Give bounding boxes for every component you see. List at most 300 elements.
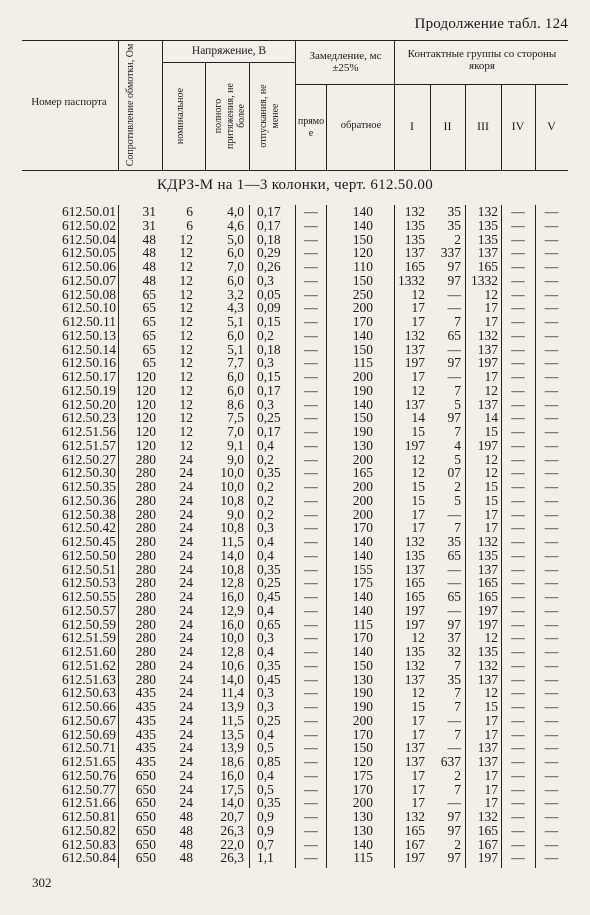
cell-contact-5: — xyxy=(544,231,559,247)
cell-resistance: 280 xyxy=(135,561,156,577)
cell-contact-3: 15 xyxy=(484,424,498,439)
cell-contact-4: — xyxy=(511,534,525,549)
cell-full-pull: 12,8 xyxy=(220,644,244,659)
cell-reverse: 130 xyxy=(352,822,373,838)
cell-contact-4: — xyxy=(511,382,525,398)
cell-reverse: 190 xyxy=(352,699,373,714)
cell-full-pull: 5,1 xyxy=(227,314,244,329)
cell-resistance: 120 xyxy=(135,424,156,439)
cell-reverse: 150 xyxy=(352,272,373,288)
cell-contact-1: 137 xyxy=(404,396,425,412)
cell-contact-4: — xyxy=(511,479,525,494)
cell-contact-4: — xyxy=(511,767,525,783)
cell-release: 0,5 xyxy=(257,781,274,797)
header-direct: прямое xyxy=(297,116,325,139)
cell-contact-2: — xyxy=(447,602,461,618)
cell-contact-4: — xyxy=(511,245,525,261)
cell-release: 0,18 xyxy=(257,231,281,247)
cell-contact-3: 17 xyxy=(484,506,498,522)
cell-contact-5: — xyxy=(544,451,559,467)
cell-nominal: 12 xyxy=(179,410,193,426)
cell-contact-3: 137 xyxy=(477,341,498,357)
divider xyxy=(205,62,206,170)
cell-release: 0,29 xyxy=(257,245,281,261)
cell-full-pull: 6,0 xyxy=(227,382,244,398)
cell-contact-2: 5 xyxy=(454,492,461,508)
cell-reverse: 200 xyxy=(352,506,373,522)
cell-contact-3: 17 xyxy=(484,781,498,797)
cell-resistance: 280 xyxy=(135,644,156,659)
cell-nominal: 24 xyxy=(179,589,193,604)
cell-contact-5: — xyxy=(544,465,559,481)
header-reverse: обратное xyxy=(340,120,382,131)
cell-release: 0,4 xyxy=(257,602,274,618)
cell-reverse: 115 xyxy=(353,616,373,632)
cell-contact-4: — xyxy=(511,795,525,811)
cell-passport: 612.50.77 xyxy=(62,781,116,797)
cell-contact-3: 165 xyxy=(477,822,498,838)
cell-passport: 612.50.55 xyxy=(62,589,116,604)
cell-release: 0,3 xyxy=(257,699,274,714)
cell-contact-4: — xyxy=(511,314,525,329)
cell-contact-4: — xyxy=(511,327,525,343)
cell-direct: — xyxy=(304,602,318,618)
cell-contact-4: — xyxy=(511,437,525,453)
cell-contact-5: — xyxy=(544,726,559,742)
cell-reverse: 110 xyxy=(353,259,373,274)
cell-contact-3: 12 xyxy=(484,465,498,481)
cell-direct: — xyxy=(304,575,318,591)
cell-full-pull: 7,5 xyxy=(227,410,244,426)
cell-full-pull: 9,1 xyxy=(227,437,244,453)
cell-direct: — xyxy=(304,657,318,673)
cell-release: 0,26 xyxy=(257,259,281,274)
cell-contact-4: — xyxy=(511,644,525,659)
cell-nominal: 24 xyxy=(179,754,193,769)
cell-direct: — xyxy=(304,740,318,756)
cell-direct: — xyxy=(304,589,318,604)
cell-contact-5: — xyxy=(544,272,559,288)
cell-contact-2: 337 xyxy=(440,245,461,261)
cell-release: 0,9 xyxy=(257,809,274,824)
cell-contact-3: 137 xyxy=(477,740,498,756)
cell-contact-4: — xyxy=(511,231,525,247)
cell-nominal: 24 xyxy=(179,451,193,467)
cell-contact-4: — xyxy=(511,836,525,852)
cell-contact-5: — xyxy=(544,547,559,563)
cell-contact-3: 132 xyxy=(477,327,498,343)
cell-contact-5: — xyxy=(544,781,559,797)
cell-contact-1: 132 xyxy=(404,204,425,219)
cell-contact-5: — xyxy=(544,259,559,274)
cell-direct: — xyxy=(304,616,318,632)
cell-reverse: 190 xyxy=(352,685,373,701)
cell-contact-1: 165 xyxy=(404,822,425,838)
cell-passport: 612.50.84 xyxy=(62,850,116,866)
cell-contact-3: 132 xyxy=(477,534,498,549)
cell-resistance: 65 xyxy=(142,286,156,302)
cell-contact-4: — xyxy=(511,630,525,646)
cell-reverse: 140 xyxy=(352,204,373,219)
cell-passport: 612.50.30 xyxy=(62,465,116,481)
cell-contact-2: 35 xyxy=(447,534,461,549)
cell-reverse: 190 xyxy=(352,424,373,439)
header-release: отпускания, не менее xyxy=(258,84,281,148)
cell-contact-2: 7 xyxy=(454,382,461,398)
cell-contact-5: — xyxy=(544,836,559,852)
cell-resistance: 280 xyxy=(135,630,156,646)
cell-contact-1: 165 xyxy=(404,589,425,604)
cell-passport: 612.50.83 xyxy=(62,836,116,852)
cell-contact-4: — xyxy=(511,300,525,316)
cell-release: 0,05 xyxy=(257,286,281,302)
cell-release: 0,25 xyxy=(257,410,281,426)
section-title: КДРЗ-М на 1—3 колонки, черт. 612.50.00 xyxy=(156,177,434,193)
cell-direct: — xyxy=(304,424,318,439)
cell-reverse: 200 xyxy=(352,300,373,316)
cell-contact-4: — xyxy=(511,286,525,302)
cell-passport: 612.50.81 xyxy=(62,809,116,824)
cell-full-pull: 22,0 xyxy=(220,836,244,852)
cell-reverse: 115 xyxy=(353,850,373,866)
cell-contact-2: 97 xyxy=(447,410,461,426)
cell-contact-3: 197 xyxy=(477,850,498,866)
cell-full-pull: 6,0 xyxy=(227,327,244,343)
cell-resistance: 435 xyxy=(135,712,156,728)
header-contact-5: V xyxy=(547,119,556,133)
cell-passport: 612.50.45 xyxy=(62,534,116,549)
cell-contact-1: 197 xyxy=(404,850,425,866)
cell-reverse: 170 xyxy=(352,520,373,536)
cell-reverse: 120 xyxy=(352,245,373,261)
cell-passport: 612.51.62 xyxy=(62,657,116,673)
cell-release: 0,2 xyxy=(257,479,274,494)
cell-nominal: 24 xyxy=(179,465,193,481)
cell-direct: — xyxy=(304,809,318,824)
cell-release: 0,15 xyxy=(257,369,281,384)
cell-nominal: 24 xyxy=(179,492,193,508)
cell-resistance: 65 xyxy=(142,355,156,371)
cell-contact-1: 12 xyxy=(411,451,425,467)
cell-contact-1: 12 xyxy=(411,382,425,398)
cell-contact-2: — xyxy=(447,369,461,384)
cell-contact-1: 137 xyxy=(404,341,425,357)
cell-release: 0,65 xyxy=(257,616,281,632)
cell-contact-1: 167 xyxy=(404,836,425,852)
cell-direct: — xyxy=(304,382,318,398)
cell-full-pull: 12,8 xyxy=(220,575,244,591)
cell-resistance: 280 xyxy=(135,616,156,632)
cell-resistance: 650 xyxy=(135,781,156,797)
table-row xyxy=(0,851,590,866)
cell-release: 0,17 xyxy=(257,424,281,439)
cell-release: 0,3 xyxy=(257,520,274,536)
cell-resistance: 650 xyxy=(135,795,156,811)
cell-passport: 612.50.16 xyxy=(62,355,116,371)
cell-release: 0,4 xyxy=(257,534,274,549)
cell-passport: 612.50.35 xyxy=(62,479,116,494)
cell-contact-2: 97 xyxy=(447,850,461,866)
cell-release: 0,17 xyxy=(257,217,281,233)
cell-full-pull: 7,0 xyxy=(227,424,244,439)
cell-contact-4: — xyxy=(511,589,525,604)
cell-release: 0,4 xyxy=(257,547,274,563)
cell-direct: — xyxy=(304,781,318,797)
cell-nominal: 12 xyxy=(179,259,193,274)
cell-direct: — xyxy=(304,479,318,494)
cell-contact-4: — xyxy=(511,520,525,536)
cell-full-pull: 13,5 xyxy=(220,726,244,742)
cell-contact-3: 12 xyxy=(484,286,498,302)
cell-reverse: 200 xyxy=(352,369,373,384)
cell-contact-5: — xyxy=(544,657,559,673)
cell-contact-2: 637 xyxy=(440,754,461,769)
cell-contact-4: — xyxy=(511,685,525,701)
cell-contact-4: — xyxy=(511,341,525,357)
cell-contact-4: — xyxy=(511,204,525,219)
cell-full-pull: 20,7 xyxy=(220,809,244,824)
cell-nominal: 24 xyxy=(179,520,193,536)
cell-resistance: 650 xyxy=(135,836,156,852)
cell-contact-4: — xyxy=(511,217,525,233)
cell-release: 0,3 xyxy=(257,685,274,701)
cell-contact-1: 17 xyxy=(411,369,425,384)
cell-full-pull: 11,5 xyxy=(220,534,244,549)
cell-passport: 612.50.66 xyxy=(62,699,116,714)
cell-contact-3: 137 xyxy=(477,561,498,577)
cell-contact-2: 7 xyxy=(454,699,461,714)
cell-passport: 612.51.66 xyxy=(62,795,116,811)
cell-contact-3: 12 xyxy=(484,630,498,646)
cell-contact-1: 132 xyxy=(404,327,425,343)
cell-passport: 612.50.11 xyxy=(62,314,116,329)
header-nominal: номинальное xyxy=(175,87,186,145)
cell-direct: — xyxy=(304,451,318,467)
cell-release: 0,45 xyxy=(257,589,281,604)
cell-reverse: 250 xyxy=(352,286,373,302)
cell-release: 0,15 xyxy=(257,314,281,329)
divider xyxy=(162,62,295,63)
cell-contact-2: 4 xyxy=(454,437,461,453)
cell-nominal: 12 xyxy=(179,369,193,384)
cell-nominal: 24 xyxy=(179,479,193,494)
cell-contact-2: 97 xyxy=(447,809,461,824)
header-full-pull: полного притяжения, не более xyxy=(213,83,247,149)
cell-passport: 612.50.10 xyxy=(62,300,116,316)
cell-release: 0,4 xyxy=(257,726,274,742)
cell-nominal: 12 xyxy=(179,231,193,247)
cell-contact-2: 97 xyxy=(447,259,461,274)
cell-contact-1: 14 xyxy=(411,410,425,426)
cell-contact-3: 132 xyxy=(477,809,498,824)
cell-contact-5: — xyxy=(544,369,559,384)
cell-passport: 612.50.20 xyxy=(62,396,116,412)
cell-passport: 612.50.82 xyxy=(62,822,116,838)
cell-reverse: 150 xyxy=(352,341,373,357)
cell-direct: — xyxy=(304,520,318,536)
cell-reverse: 140 xyxy=(352,644,373,659)
cell-full-pull: 18,6 xyxy=(220,754,244,769)
cell-contact-3: 15 xyxy=(484,492,498,508)
cell-contact-3: 17 xyxy=(484,314,498,329)
cell-passport: 612.50.07 xyxy=(62,272,116,288)
cell-resistance: 435 xyxy=(135,726,156,742)
cell-contact-2: 65 xyxy=(447,327,461,343)
cell-nominal: 24 xyxy=(179,685,193,701)
cell-resistance: 65 xyxy=(142,327,156,343)
cell-contact-3: 17 xyxy=(484,795,498,811)
cell-resistance: 280 xyxy=(135,534,156,549)
cell-direct: — xyxy=(304,396,318,412)
cell-nominal: 12 xyxy=(179,245,193,261)
cell-contact-5: — xyxy=(544,355,559,371)
cell-passport: 612.50.04 xyxy=(62,231,116,247)
header-voltage: Напряжение, В xyxy=(191,45,267,57)
cell-passport: 612.50.57 xyxy=(62,602,116,618)
cell-release: 0,35 xyxy=(257,465,281,481)
cell-passport: 612.50.17 xyxy=(62,369,116,384)
cell-contact-4: — xyxy=(511,506,525,522)
cell-contact-3: 12 xyxy=(484,382,498,398)
cell-full-pull: 17,5 xyxy=(220,781,244,797)
cell-contact-1: 12 xyxy=(411,630,425,646)
cell-contact-1: 15 xyxy=(411,479,425,494)
cell-contact-3: 137 xyxy=(477,245,498,261)
cell-release: 0,7 xyxy=(257,836,274,852)
cell-contact-4: — xyxy=(511,809,525,824)
cell-contact-4: — xyxy=(511,355,525,371)
cell-reverse: 175 xyxy=(352,575,373,591)
cell-reverse: 150 xyxy=(352,740,373,756)
cell-direct: — xyxy=(304,726,318,742)
cell-direct: — xyxy=(304,410,318,426)
cell-release: 0,25 xyxy=(257,575,281,591)
cell-contact-5: — xyxy=(544,822,559,838)
cell-contact-2: 97 xyxy=(447,822,461,838)
cell-contact-4: — xyxy=(511,424,525,439)
cell-contact-1: 15 xyxy=(411,492,425,508)
cell-contact-3: 1332 xyxy=(471,272,498,288)
cell-contact-3: 17 xyxy=(484,726,498,742)
cell-full-pull: 26,3 xyxy=(220,850,244,866)
cell-full-pull: 5,0 xyxy=(227,231,244,247)
cell-direct: — xyxy=(304,327,318,343)
cell-contact-4: — xyxy=(511,616,525,632)
cell-contact-3: 135 xyxy=(477,231,498,247)
divider xyxy=(326,84,327,170)
cell-resistance: 280 xyxy=(135,671,156,687)
cell-nominal: 12 xyxy=(179,272,193,288)
cell-resistance: 280 xyxy=(135,602,156,618)
cell-full-pull: 9,0 xyxy=(227,451,244,467)
cell-contact-4: — xyxy=(511,369,525,384)
cell-direct: — xyxy=(304,204,318,219)
cell-contact-5: — xyxy=(544,396,559,412)
cell-nominal: 24 xyxy=(179,712,193,728)
cell-contact-1: 165 xyxy=(404,575,425,591)
cell-resistance: 650 xyxy=(135,850,156,866)
cell-release: 0,5 xyxy=(257,740,274,756)
cell-release: 0,4 xyxy=(257,437,274,453)
cell-reverse: 130 xyxy=(352,437,373,453)
cell-passport: 612.50.19 xyxy=(62,382,116,398)
cell-contact-2: 97 xyxy=(447,272,461,288)
cell-contact-1: 135 xyxy=(404,644,425,659)
cell-contact-4: — xyxy=(511,396,525,412)
cell-contact-3: 132 xyxy=(477,204,498,219)
header-contact-4: IV xyxy=(511,119,525,133)
cell-contact-3: 167 xyxy=(477,836,498,852)
cell-passport: 612.50.51 xyxy=(62,561,116,577)
cell-contact-4: — xyxy=(511,465,525,481)
cell-reverse: 150 xyxy=(352,410,373,426)
divider xyxy=(162,40,163,170)
cell-contact-1: 137 xyxy=(404,754,425,769)
cell-nominal: 24 xyxy=(179,767,193,783)
cell-passport: 612.50.14 xyxy=(62,341,116,357)
divider xyxy=(295,40,296,170)
cell-contact-5: — xyxy=(544,479,559,494)
cell-passport: 612.50.59 xyxy=(62,616,116,632)
cell-passport: 612.50.27 xyxy=(62,451,116,467)
divider xyxy=(249,62,250,170)
cell-contact-2: — xyxy=(447,561,461,577)
cell-contact-5: — xyxy=(544,217,559,233)
cell-nominal: 48 xyxy=(179,809,193,824)
cell-contact-1: 132 xyxy=(404,534,425,549)
cell-contact-5: — xyxy=(544,712,559,728)
cell-contact-5: — xyxy=(544,850,559,866)
cell-contact-1: 132 xyxy=(404,809,425,824)
cell-nominal: 24 xyxy=(179,575,193,591)
header-passport: Номер паспорта xyxy=(31,96,107,108)
cell-contact-1: 197 xyxy=(404,616,425,632)
cell-direct: — xyxy=(304,245,318,261)
cell-reverse: 170 xyxy=(352,314,373,329)
header-contacts: Контактные группы со стороны якоря xyxy=(407,48,557,72)
cell-contact-5: — xyxy=(544,740,559,756)
cell-contact-3: 15 xyxy=(484,479,498,494)
cell-contact-2: 5 xyxy=(454,396,461,412)
cell-contact-2: 35 xyxy=(447,671,461,687)
cell-contact-1: 135 xyxy=(404,217,425,233)
cell-contact-1: 15 xyxy=(411,424,425,439)
cell-nominal: 12 xyxy=(179,314,193,329)
cell-contact-2: 2 xyxy=(454,836,461,852)
cell-contact-5: — xyxy=(544,382,559,398)
cell-contact-1: 197 xyxy=(404,437,425,453)
cell-full-pull: 10,0 xyxy=(220,479,244,494)
cell-contact-4: — xyxy=(511,754,525,769)
cell-release: 0,2 xyxy=(257,451,274,467)
cell-release: 0,4 xyxy=(257,644,274,659)
cell-contact-4: — xyxy=(511,657,525,673)
cell-nominal: 24 xyxy=(179,534,193,549)
cell-direct: — xyxy=(304,217,318,233)
cell-full-pull: 4,6 xyxy=(227,217,244,233)
cell-reverse: 165 xyxy=(352,465,373,481)
cell-contact-2: 2 xyxy=(454,767,461,783)
cell-contact-2: 65 xyxy=(447,589,461,604)
cell-full-pull: 10,6 xyxy=(220,657,244,673)
cell-passport: 612.51.60 xyxy=(62,644,116,659)
cell-reverse: 140 xyxy=(352,217,373,233)
cell-full-pull: 14,0 xyxy=(220,795,244,811)
cell-full-pull: 4,0 xyxy=(227,204,244,219)
cell-passport: 612.50.76 xyxy=(62,767,116,783)
cell-passport: 612.50.50 xyxy=(62,547,116,563)
cell-direct: — xyxy=(304,534,318,549)
